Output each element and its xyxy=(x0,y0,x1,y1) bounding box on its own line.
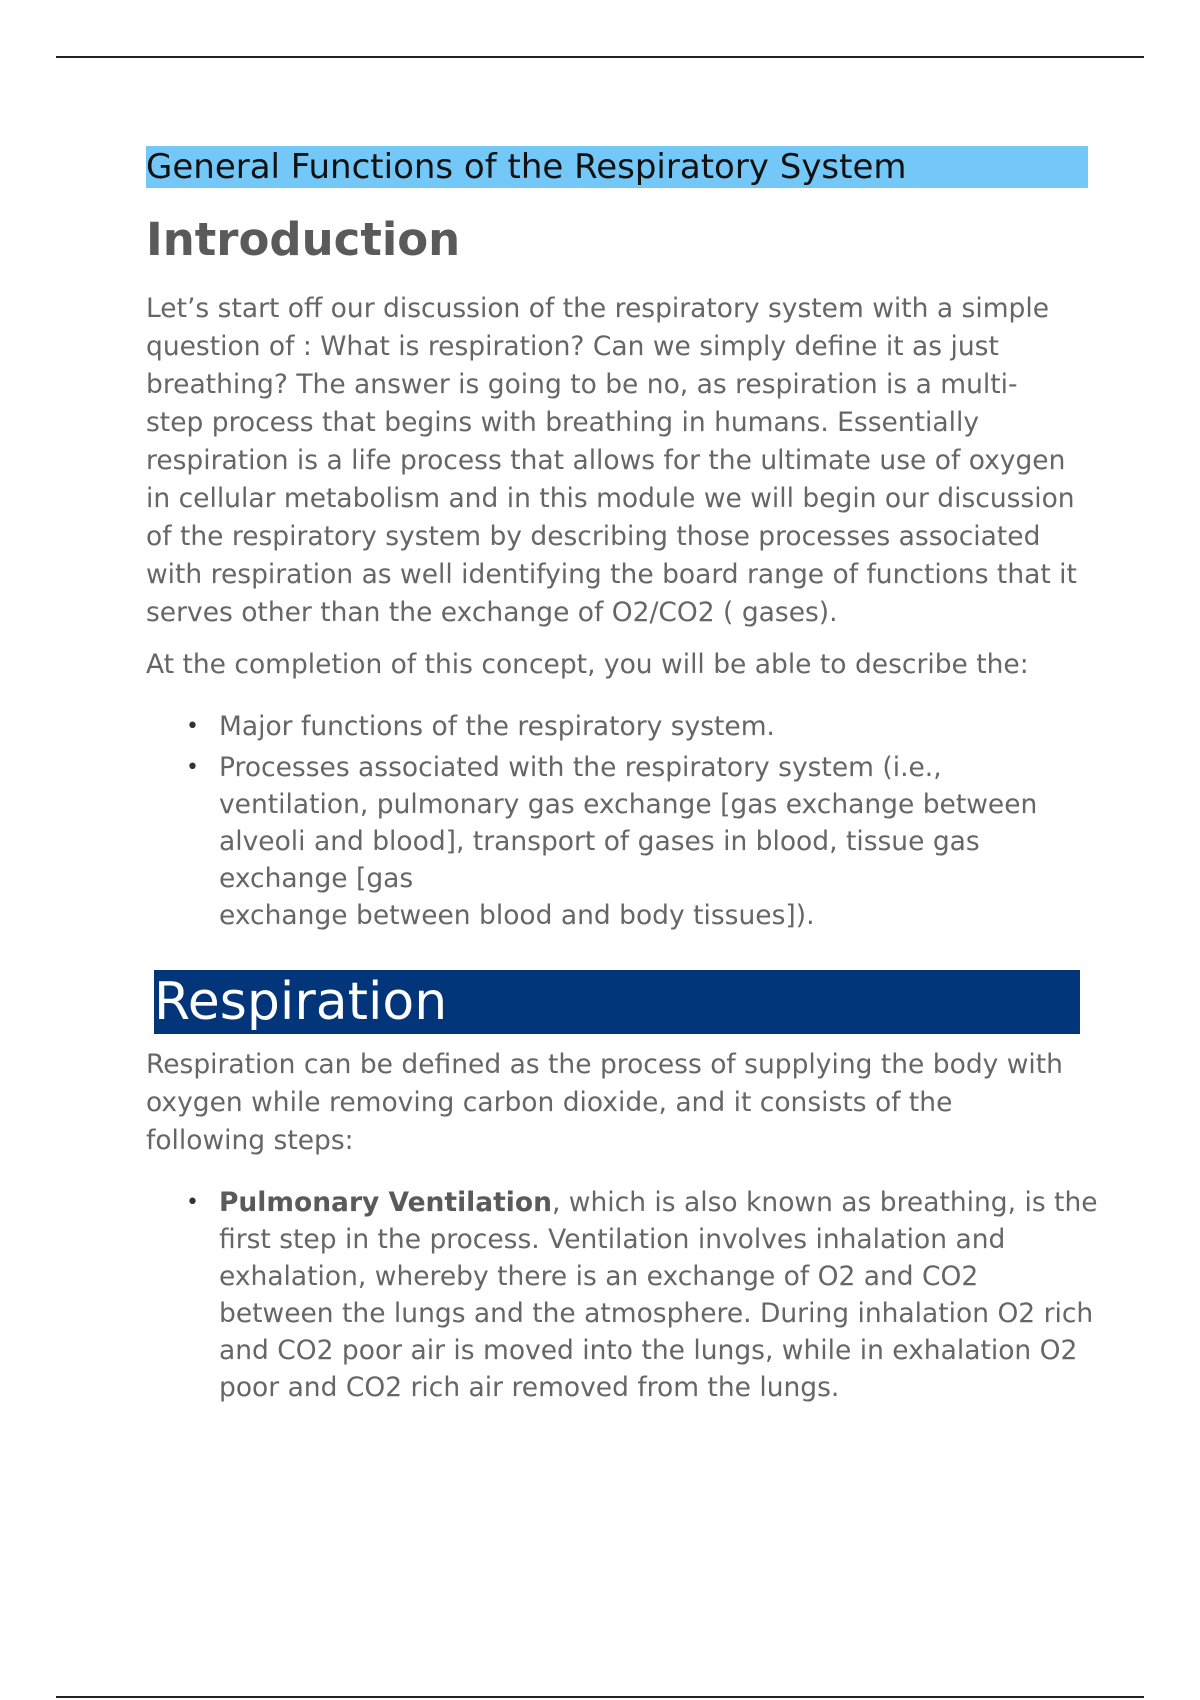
respiration-section-heading: Respiration xyxy=(154,970,1080,1034)
step-term: Pulmonary Ventilation xyxy=(219,1187,552,1218)
bullet-icon: • xyxy=(186,1190,199,1215)
list-item xyxy=(146,749,1146,934)
step-text xyxy=(219,1184,1099,1406)
intro-paragraph-2: step process that begins with breathing in humans. Essentially respiration is a life process that allows for the ultimate use of oxygen in cellular metabolism and in this module we will begin our discussion of the respiratory system by describing those processes associated with respiration as well identifying the board range of functions that it serves other than the exchange of O2/CO2 ( gases). xyxy=(146,407,1077,628)
intro-paragraph-1: Let’s start off our discussion of the respiratory system with a simple question of : What is respiration? Can we simply define it as just breathing? The answer is going to be no, as respiration is a multi- xyxy=(146,293,1050,400)
objective-text: Major functions of the respiratory system. xyxy=(219,711,775,742)
objectives-lead: At the completion of this concept, you will be able to describe the: xyxy=(146,649,1029,680)
list-item xyxy=(146,1184,1146,1406)
step-description: , which is also known as breathing, is the first step in the process. Ventilation involves inhalation and exhalation, whereby there is an exchange of O2 and CO2 between the lungs and the atmosphere. During inhalation O2 rich and CO2 poor air is moved into the lungs, while in exhalation O2 poor and CO2 rich air removed from the lungs. xyxy=(219,1187,1098,1403)
bullet-icon: • xyxy=(186,714,199,739)
objective-text-continued: exchange between blood and body tissues]). xyxy=(219,900,815,931)
document-title: General Functions of the Respiratory System xyxy=(146,146,1088,188)
objectives-list xyxy=(146,708,1146,934)
bullet-icon: • xyxy=(186,755,199,780)
top-rule xyxy=(56,56,1144,58)
introduction-heading: Introduction xyxy=(146,213,461,266)
respiration-paragraph: Respiration can be defined as the process of supplying the body with oxygen while removing carbon dioxide, and it consists of the following steps: xyxy=(146,1049,1063,1156)
list-item xyxy=(146,708,1146,745)
objective-text: Processes associated with the respiratory system (i.e., ventilation, pulmonary gas exchange [gas exchange between alveoli and blood], transport of gases in blood, tissue gas exchange [gas xyxy=(219,752,1038,894)
document-body xyxy=(146,146,1146,1410)
steps-list xyxy=(146,1184,1146,1406)
bottom-rule xyxy=(56,1696,1144,1698)
